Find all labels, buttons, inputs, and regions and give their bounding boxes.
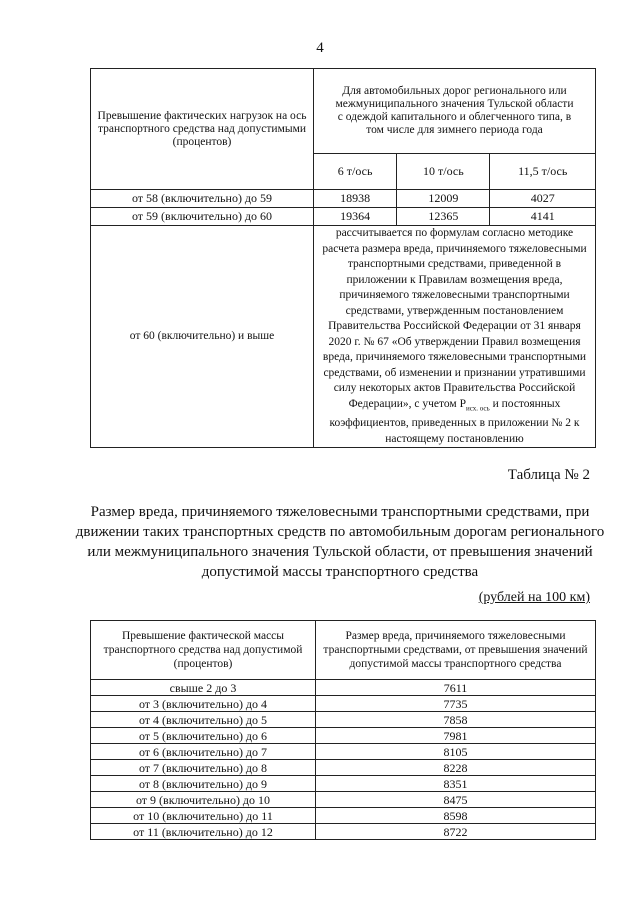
table-row (91, 776, 596, 792)
row-range: от 3 (включительно) до 4 (91, 696, 316, 712)
row-range: от 58 (включительно) до 59 (91, 190, 314, 208)
table-row (91, 792, 596, 808)
table2-label: Таблица № 2 (507, 467, 590, 483)
table1-col-10t: 10 т/ось (397, 154, 490, 190)
row-value-6t: 18938 (314, 190, 397, 208)
formula-note (314, 226, 596, 448)
row-value: 7735 (316, 696, 596, 712)
table-row (91, 696, 596, 712)
table-row (91, 680, 596, 696)
table2-header-harm: Размер вреда, причиняемого тяжеловесными транспортными средствами, от превышения значений допустимой массы транспортного средства (316, 621, 596, 680)
table-row (91, 190, 596, 208)
row-range: от 4 (включительно) до 5 (91, 712, 316, 728)
row-value: 7858 (316, 712, 596, 728)
harm-by-mass-table (90, 620, 596, 840)
row-range: от 7 (включительно) до 8 (91, 760, 316, 776)
formula-text-before: рассчитывается по формулам согласно методике расчета размера вреда, причиняемого тяжеловесными транспортными средствами, приведенной в приложении к Правилам возмещения вреда, причиняемого тяжеловесными транспортными средствами, утвержденным постановлением Правительства Российской Федерации от 31 января 2020 г. № 67 «Об утверждении Правил возмещения вреда, причиняемого тяжеловесными транспортными средствами, об изменении и признании утратившими силу некоторых актов Правительства Российской Федерации», с учетом P (322, 227, 587, 410)
row-value: 7981 (316, 728, 596, 744)
row-value: 8475 (316, 792, 596, 808)
table-row (91, 744, 596, 760)
row-value: 8105 (316, 744, 596, 760)
row-range: от 6 (включительно) до 7 (91, 744, 316, 760)
row-value-10t: 12365 (397, 208, 490, 226)
row-value: 8351 (316, 776, 596, 792)
table2-header-excess-mass: Превышение фактической массы транспортного средства над допустимой (процентов) (91, 621, 316, 680)
row-range: от 5 (включительно) до 6 (91, 728, 316, 744)
row-value: 8598 (316, 808, 596, 824)
table-row (91, 760, 596, 776)
table1-col-6t: 6 т/ось (314, 154, 397, 190)
page-number: 4 (316, 40, 324, 56)
row-range: от 11 (включительно) до 12 (91, 824, 316, 840)
row-value-11-5t: 4027 (490, 190, 596, 208)
harm-by-axle-load-table (90, 68, 596, 448)
row-value: 8722 (316, 824, 596, 840)
table1-header-excess-load: Превышение фактических нагрузок на ось транспортного средства над допустимыми (процентов) (91, 69, 314, 190)
table1-header-roads: Для автомобильных дорог регионального или межмуниципального значения Тульской области с одеждой капитального и облегченного типа, в том числе для зимнего периода года (314, 69, 596, 154)
table2-heading: Размер вреда, причиняемого тяжеловесными транспортными средствами, при движении таких транспортных средств по автомобильным дорогам регионального или межмуниципального значения Тульской области, от превышения значений допустимой массы транспортного средства (75, 504, 605, 580)
row-value: 7611 (316, 680, 596, 696)
table-row (91, 808, 596, 824)
row-value-6t: 19364 (314, 208, 397, 226)
row-range: от 60 (включительно) и выше (91, 226, 314, 448)
row-range: от 8 (включительно) до 9 (91, 776, 316, 792)
row-value-11-5t: 4141 (490, 208, 596, 226)
row-range: от 59 (включительно) до 60 (91, 208, 314, 226)
table-row (91, 824, 596, 840)
row-value-10t: 12009 (397, 190, 490, 208)
table-row (91, 226, 596, 448)
row-value: 8228 (316, 760, 596, 776)
row-range: свыше 2 до 3 (91, 680, 316, 696)
table1-col-11-5t: 11,5 т/ось (490, 154, 596, 190)
units-label: (рублей на 100 км) (478, 590, 590, 605)
formula-text-after: и постоянных коэффициентов, приведенных в приложении № 2 к настоящему постановлению (329, 397, 580, 445)
table-row (91, 712, 596, 728)
table-row (91, 208, 596, 226)
formula-subscript: исх. ось (465, 403, 490, 412)
row-range: от 10 (включительно) до 11 (91, 808, 316, 824)
row-range: от 9 (включительно) до 10 (91, 792, 316, 808)
table-row (91, 728, 596, 744)
